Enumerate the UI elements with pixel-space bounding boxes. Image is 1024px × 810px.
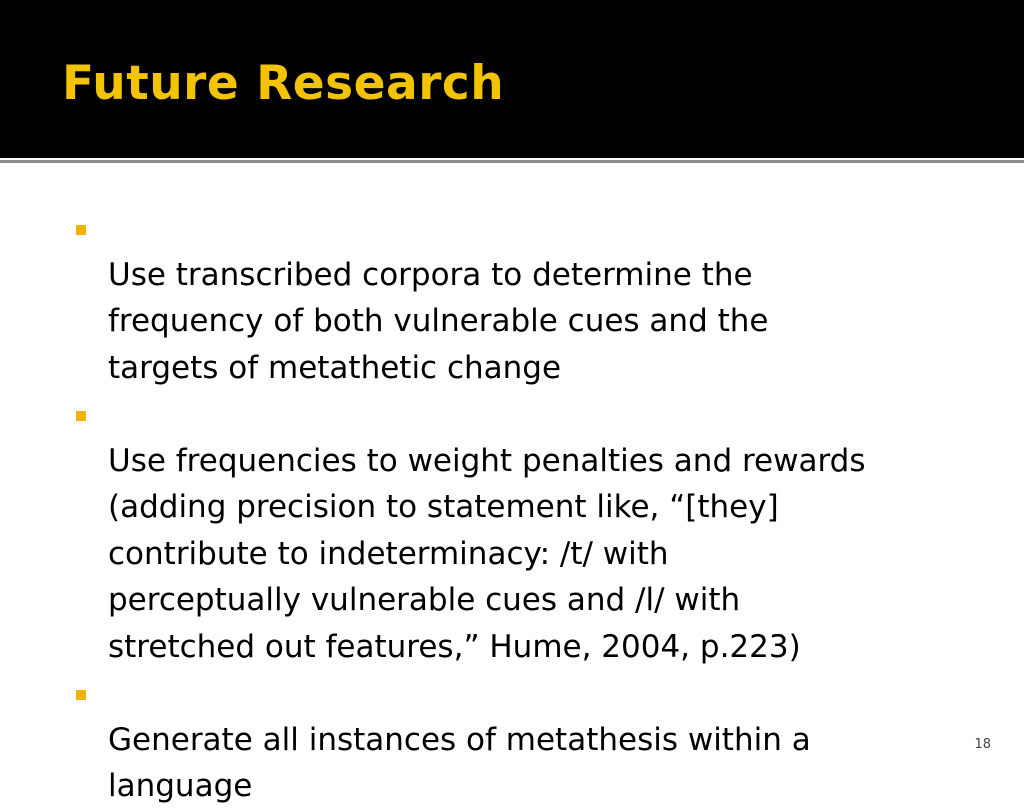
bullet-item bbox=[74, 391, 974, 670]
bullet-item bbox=[74, 670, 974, 810]
square-bullet-icon bbox=[76, 411, 86, 421]
bullet-list bbox=[74, 205, 974, 810]
slide-title: Future Research bbox=[62, 56, 505, 111]
title-bar bbox=[0, 0, 1024, 158]
bullet-text: Generate all instances of metathesis within a language bbox=[108, 721, 811, 804]
bullet-text: Use frequencies to weight penalties and rewards (adding precision to statement like, “[they] contribute to indeterminacy: /t/ with perceptually vulnerable cues and /l/ with stretched out features,” Hume, 2004, p.223) bbox=[108, 442, 866, 665]
title-divider bbox=[0, 158, 1024, 163]
page-number: 18 bbox=[974, 737, 991, 752]
square-bullet-icon bbox=[76, 690, 86, 700]
bullet-item bbox=[74, 205, 974, 391]
square-bullet-icon bbox=[76, 225, 86, 235]
bullet-text: Use transcribed corpora to determine the frequency of both vulnerable cues and the targets of metathetic change bbox=[108, 256, 769, 386]
